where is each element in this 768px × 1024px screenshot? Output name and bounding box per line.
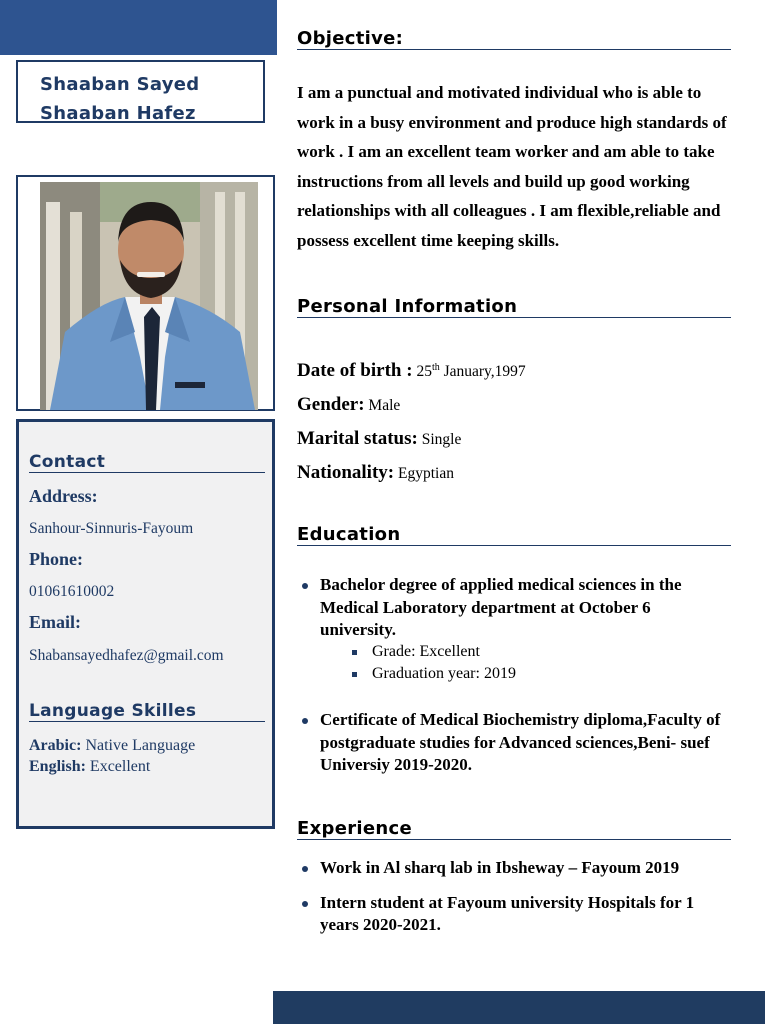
- nationality-line: [297, 462, 454, 484]
- education-list-1: [300, 574, 730, 642]
- education-item: [300, 574, 730, 642]
- education-sub-item: [350, 663, 516, 685]
- marital-label: Marital status:: [297, 428, 418, 449]
- address-value: Sanhour-Sinnuris-Fayoum: [29, 520, 194, 537]
- bottom-accent-bar: [273, 991, 765, 1024]
- name-line-2: Shaaban Hafez: [40, 103, 196, 124]
- education-item-text: Certificate of Medical Biochemistry diploma,Faculty of postgraduate studies for Advanced sciences,Beni- suef Universiy 2019-2020.: [320, 710, 721, 774]
- education-sub-item: [350, 641, 516, 663]
- name-line-1: Shaaban Sayed: [40, 74, 200, 95]
- nationality-value: Egyptian: [397, 465, 454, 482]
- email-label: Email:: [29, 612, 81, 632]
- bullet-icon: [302, 866, 308, 872]
- experience-item: [300, 892, 730, 937]
- square-bullet-icon: [352, 672, 357, 677]
- education-item-text: Bachelor degree of applied medical sciences in the Medical Laboratory department at October 6 university.: [320, 575, 682, 639]
- objective-heading: Objective:: [297, 28, 731, 50]
- gender-line: [297, 394, 400, 416]
- objective-text: I am a punctual and motivated individual who is able to work in a busy environment and produce high standards of work . I am an excellent team worker and am able to take instructions from all levels and build up good working relationships with all colleagues . I am flexible,reliable and possess excellent time keeping skills.: [297, 83, 727, 250]
- dob-line: [297, 360, 526, 382]
- full-name: [40, 70, 199, 128]
- gender-label: Gender:: [297, 394, 365, 415]
- bullet-icon: [302, 718, 308, 724]
- language-arabic-value: Native Language: [85, 737, 196, 754]
- experience-heading: Experience: [297, 818, 731, 840]
- contact-panel: [16, 419, 275, 829]
- experience-item-text: Work in Al sharq lab in Ibsheway – Fayoum 2019: [320, 858, 680, 877]
- gender-value: Male: [368, 397, 401, 414]
- education-sub-item-text: Grade: Excellent: [372, 643, 480, 660]
- dob-suffix: th: [431, 361, 440, 373]
- personal-info-heading: Personal Information: [297, 296, 731, 318]
- language-english: [29, 756, 150, 777]
- name-box: [16, 60, 265, 123]
- education-item: [300, 709, 730, 777]
- profile-photo: [40, 182, 258, 410]
- top-accent-bar: [0, 0, 277, 55]
- bullet-icon: [302, 583, 308, 589]
- experience-item: [300, 857, 730, 880]
- experience-list: [300, 857, 730, 937]
- language-english-value: Excellent: [89, 758, 151, 775]
- marital-value: Single: [421, 431, 462, 448]
- phone-value: 01061610002: [29, 583, 115, 600]
- address-label: Address:: [29, 486, 98, 506]
- dob-label: Date of birth :: [297, 360, 413, 381]
- experience-item-text: Intern student at Fayoum university Hospitals for 1 years 2020-2021.: [320, 892, 695, 934]
- dob-day: 25: [416, 363, 432, 380]
- language-arabic: [29, 735, 195, 756]
- language-heading: Language Skilles: [29, 701, 265, 722]
- nationality-label: Nationality:: [297, 462, 395, 483]
- education-list-2: [300, 709, 730, 777]
- education-sub-list: [350, 641, 516, 685]
- profile-photo-frame: [16, 175, 275, 411]
- dob-rest: January,1997: [443, 363, 526, 380]
- language-english-label: English:: [29, 758, 86, 775]
- education-sub-item-text: Graduation year: 2019: [372, 665, 516, 682]
- email-value[interactable]: Shabansayedhafez@gmail.com: [29, 647, 224, 664]
- contact-heading: Contact: [29, 452, 265, 473]
- bullet-icon: [302, 901, 308, 907]
- marital-line: [297, 428, 461, 450]
- square-bullet-icon: [352, 650, 357, 655]
- language-arabic-label: Arabic:: [29, 737, 82, 754]
- phone-label: Phone:: [29, 549, 83, 569]
- education-heading: Education: [297, 524, 731, 546]
